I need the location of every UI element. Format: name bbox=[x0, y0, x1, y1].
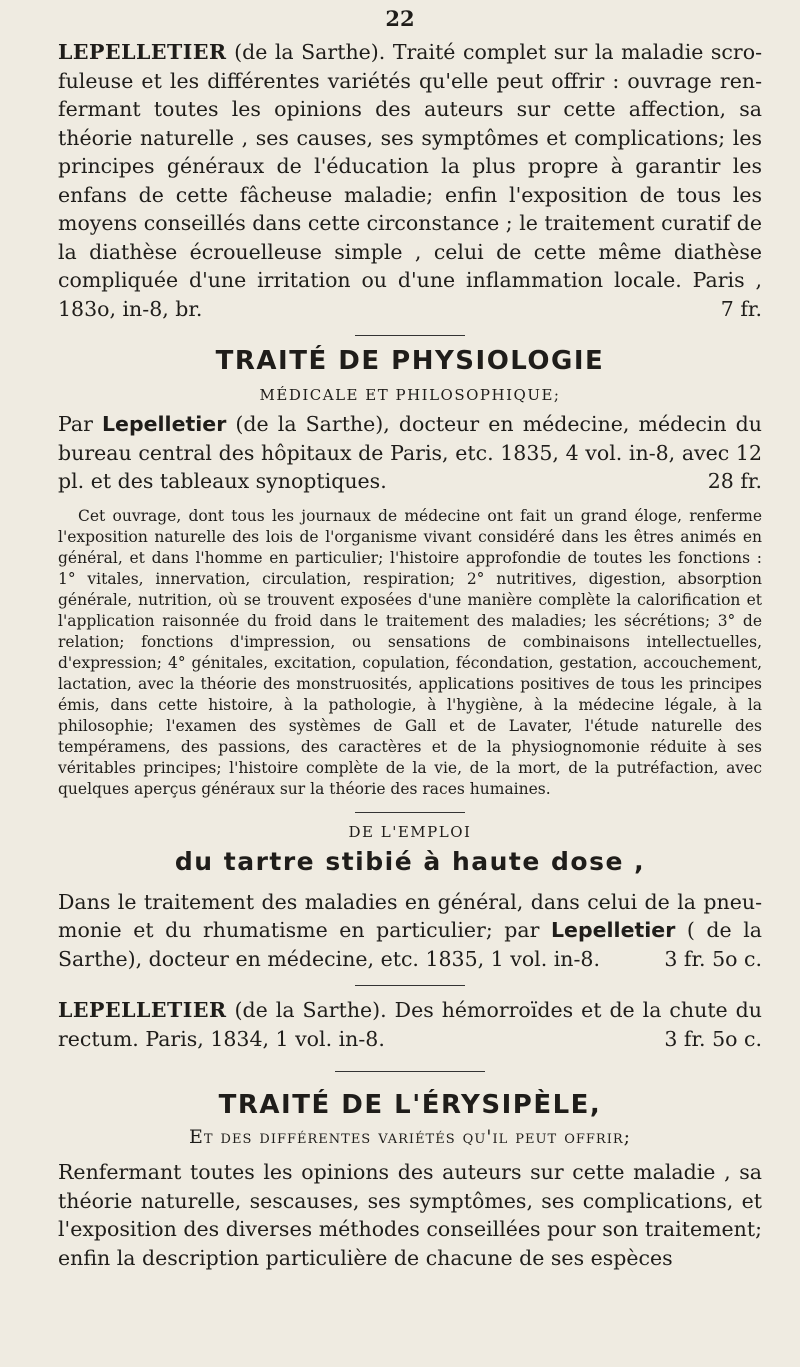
entry-physiologie bbox=[58, 410, 762, 496]
entry-author: Lepelletier bbox=[101, 412, 227, 436]
divider bbox=[355, 335, 465, 336]
entry-text: (de la Sarthe), docteur en médecine, médecin du bureau central des hôpitaux de Paris, etc. 1835, 4 vol. in-8, avec 12 pl. et des tableaux synoptiques. bbox=[58, 412, 762, 493]
entry-price: 3 fr. 5o c. bbox=[664, 1026, 762, 1051]
entry-scrofula bbox=[58, 38, 762, 323]
entry-tartre bbox=[58, 888, 762, 974]
entry-erysipele: Renfermant toutes les opinions des auteurs sur cette maladie , sa théorie naturelle, sescauses, ses symptômes, ses complications, et l'exposition des diverses méthodes conseillées pour son traitement; enfin la description particulière de chacune de ses espèces bbox=[58, 1160, 762, 1270]
entry-author: LEPELLETIER bbox=[58, 998, 227, 1022]
divider bbox=[355, 985, 465, 986]
divider bbox=[355, 812, 465, 813]
page-number: 22 bbox=[385, 6, 415, 31]
entry-text: (de la Sarthe). Des hémorroïdes et de la chute du rectum. Paris, 1834, 1 vol. in-8. bbox=[58, 998, 762, 1051]
entry-text: Dans le traitement des maladies en général, dans celui de la pneumonie et du rhumatisme en particulier; par bbox=[58, 889, 762, 942]
entry-text: (de la Sarthe). Traité complet sur la maladie scrofuleuse et les différentes variétés qu'elle peut offrir : ouvrage renfermant toutes les opinions des auteurs sur cette affection, sa théorie naturelle , ses causes, ses symptômes et complications; les principes généraux de l'éducation la plus propre à garantir les enfans de cette fâcheuse maladie; enfin l'exposition de tous les moyens conseillés dans cette circonstance ; le traitement curatif de la diathèse écrouelleuse simple , celui de cette même diathèse compliquée d'une irritation ou d'une inflammation locale. Paris , 183o, in-8, br. bbox=[58, 40, 762, 321]
section-title-tartre: du tartre stibié à haute dose , bbox=[174, 846, 646, 876]
entry-author: LEPELLETIER bbox=[58, 40, 227, 64]
entry-price: 28 fr. bbox=[707, 469, 762, 493]
section-pretitle-emploi: DE L'EMPLOI bbox=[348, 822, 472, 841]
entry-author: Lepelletier bbox=[550, 918, 676, 942]
entry-description: Cet ouvrage, dont tous les journaux de médecine ont fait un grand éloge, renferme l'exposition naturelle des lois de l'organisme vivant considéré dans les êtres animés en général, et dans l'homme en particulier; l'histoire approfondie de toutes les fonctions : 1° vitales, innervation, circulation, respiration; 2° nutritives, digestion, absorption générale, nutrition, où se trouvent exposées d'une manière complète la calorification et l'application raisonnée du froid dans le traitement des maladies; les sécrétions; 3° de relation; fonctions d'impression, ou sensations de combinaisons intellectuelles, d'expression; 4° génitales, excitation, copulation, fécondation, gestation, accouchement, lactation, avec la théorie des monstruosités, applications positives de tous les principes émis, dans cette histoire, à la pathologie, à l'hygiène, à la médecine légale, à la philosophie; l'examen des systèmes de Gall et de Lavater, l'étude naturelle des tempéramens, des passions, des caractères et de la physiognomonie réduite à ses véritables principes; l'histoire complète de la vie, de la mort, de la putréfaction, avec quelques aperçus généraux sur la théorie des races humaines. bbox=[58, 506, 762, 798]
section-title-erysipele: TRAITÉ DE L'ÉRYSIPÈLE, bbox=[218, 1090, 602, 1120]
par-label: Par bbox=[58, 412, 102, 436]
section-subtitle-physiologie: MÉDICALE ET PHILOSOPHIQUE; bbox=[259, 386, 561, 404]
entry-hemorroides bbox=[58, 996, 762, 1053]
entry-text: ( de la Sarthe), docteur en médecine, etc. 1835, 1 vol. in-8. bbox=[58, 918, 762, 971]
entry-price: 7 fr. bbox=[720, 296, 762, 321]
entry-price: 3 fr. 5o c. bbox=[664, 946, 762, 971]
section-title-physiologie: TRAITÉ DE PHYSIOLOGIE bbox=[215, 346, 605, 376]
section-subtitle-erysipele: Et des différentes variétés qu'il peut offrir; bbox=[188, 1126, 632, 1148]
divider bbox=[335, 1071, 485, 1072]
